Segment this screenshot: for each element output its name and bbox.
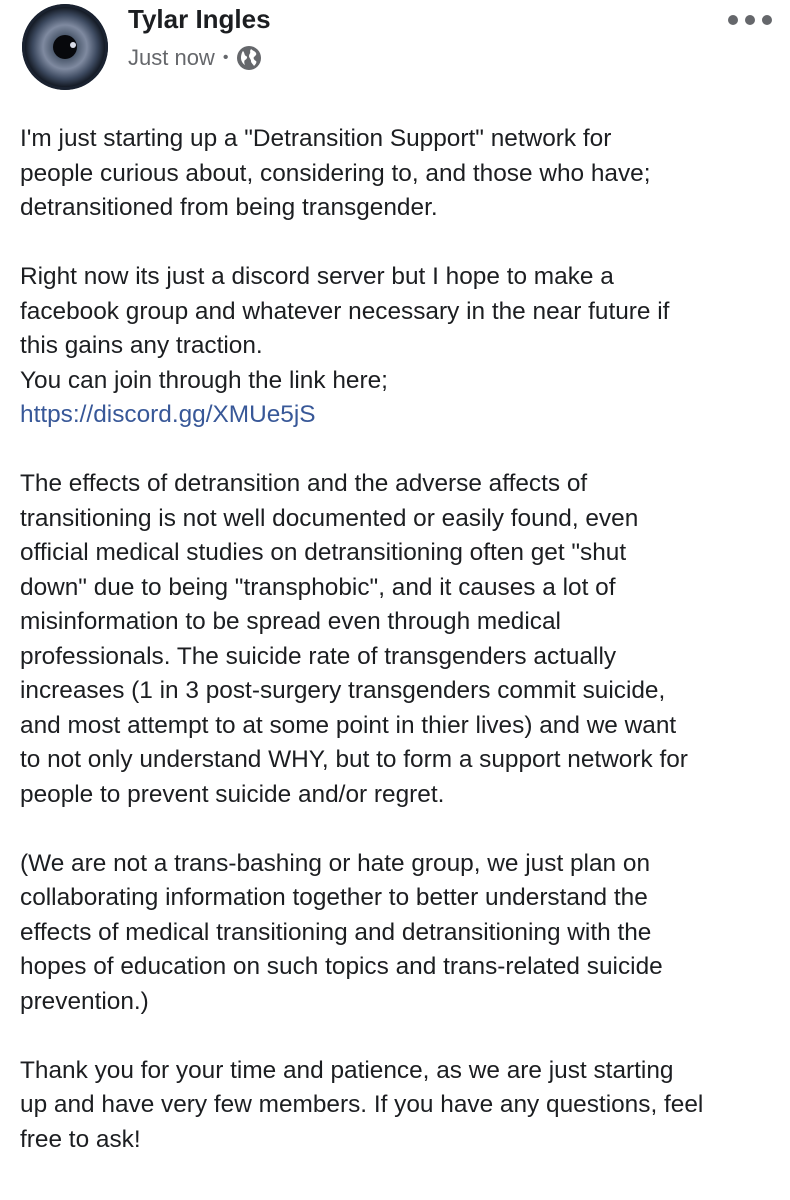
more-dot [745,15,755,25]
text-line: people to prevent suicide and/or regret. [20,780,445,808]
text-line: free to ask! [20,1125,141,1153]
text-line: Right now its just a discord server but I hope to make a [20,263,614,290]
text-line: professionals. The suicide rate of transgenders actually [20,642,617,670]
eye-avatar-image [22,4,108,90]
text-line: effects of medical transitioning and detransitioning with the [20,918,652,946]
post-meta [128,42,262,74]
text-line: detransitioned from being transgender. [20,194,438,221]
text-line: facebook group and whatever necessary in the near future if [20,297,670,325]
text-line: up and have very few members. If you have any questions, feel [20,1091,704,1118]
more-options-icon[interactable] [728,6,772,34]
text-line: and most attempt to at some point in thier lives) and we want [20,711,677,739]
text-line: increases (1 in 3 post-surgery transgenders commit suicide, [20,677,666,704]
text-line: down" due to being "transphobic", and it causes a lot of [20,573,616,601]
text-line: I'm just starting up a "Detransition Support" network for [20,125,612,152]
text-line: misinformation to be spread even through medical [20,608,561,635]
text-line: people curious about, considering to, and those who have; [20,159,651,187]
author-name[interactable]: Tylar Ingles [128,4,271,34]
paragraph-thanks [20,1054,780,1158]
author-avatar[interactable] [22,4,108,90]
text-line: (We are not a trans-bashing or hate group, we just plan on [20,849,651,877]
text-line: this gains any traction. [20,332,263,359]
text-line: Thank you for your time and patience, as we are just starting [20,1056,674,1084]
paragraph-discord [20,260,780,433]
text-line: The effects of detransition and the adverse affects of [20,470,588,497]
text-line: transitioning is not well documented or easily found, even [20,504,639,532]
text-line: hopes of education on such topics and trans-related suicide [20,953,663,980]
paragraph-disclaimer [20,847,780,1020]
discord-link[interactable]: https://discord.gg/XMUe5jS [20,401,316,428]
globe-icon[interactable] [236,45,262,71]
meta-separator: • [222,49,229,66]
text-line: official medical studies on detransitioning often get "shut [20,539,627,566]
text-line: You can join through the link here; [20,366,388,394]
post-timestamp[interactable]: Just now [128,45,215,70]
paragraph-effects [20,467,780,812]
text-line: collaborating information together to better understand the [20,884,648,911]
more-dot [728,15,738,25]
text-line: prevention.) [20,987,149,1015]
post-body [20,122,780,1192]
text-line: to not only understand WHY, but to form a support network for [20,746,688,773]
more-dot [762,15,772,25]
paragraph-intro [20,122,780,226]
